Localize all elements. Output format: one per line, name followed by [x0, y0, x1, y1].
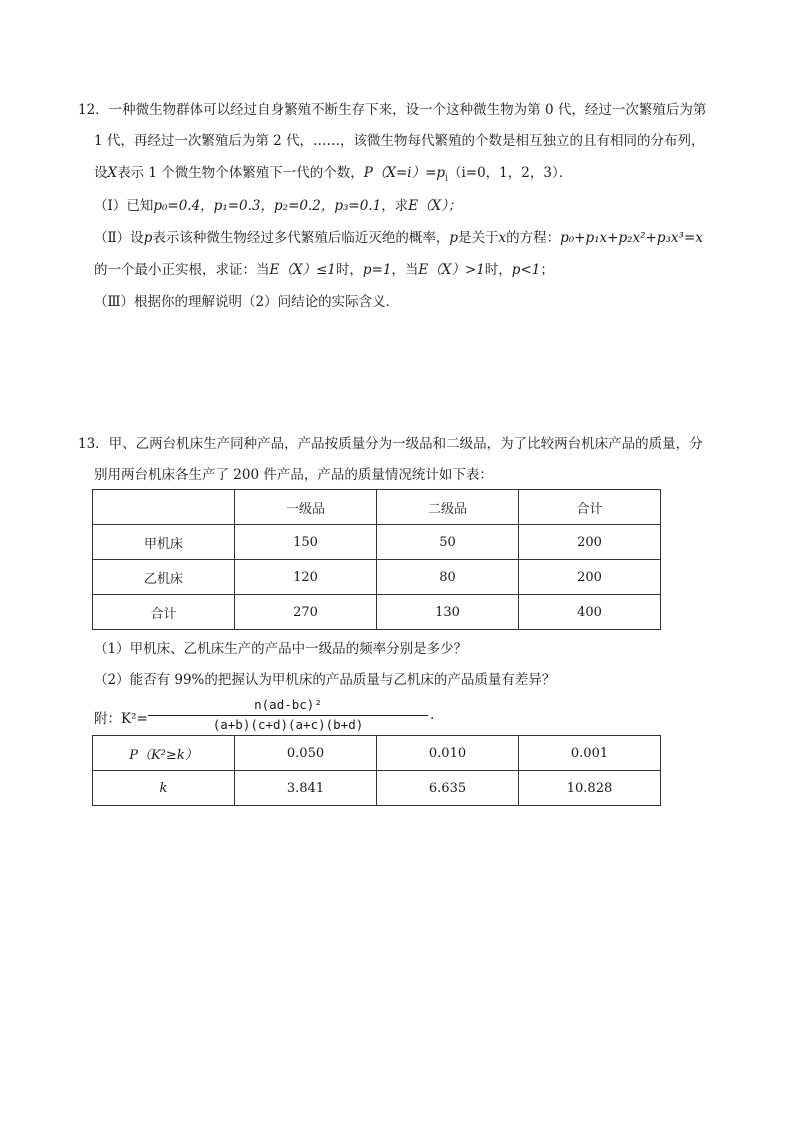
table-header-cell: 一级品 [235, 490, 377, 525]
table-header-cell: 二级品 [377, 490, 519, 525]
q12-part-2-cont-g: 时， [484, 262, 512, 278]
q13-line-1: 13．甲、乙两台机床生产同种产品，产品按质量分为一级品和二级品，为了比较两台机床产品的质量，分 [78, 436, 703, 452]
table-cell: 甲机床 [93, 525, 235, 560]
table-cell: 400 [519, 595, 661, 630]
formula-fraction [148, 696, 428, 733]
table-row [93, 595, 661, 630]
q12-part-1-expectation: E（X）； [408, 198, 462, 214]
quality-table [92, 489, 661, 630]
table-cell: 120 [235, 560, 377, 595]
table-row [93, 560, 661, 595]
q12-subscript-i: i [445, 173, 448, 184]
q12-part-2-a: （Ⅱ）设 [94, 230, 144, 246]
q12-line-2: 1 代，再经过一次繁殖后为第 2 代，……，该微生物每代繁殖的个数是相互独立的且有相同的分布列， [94, 133, 705, 149]
q12-part-2-cont-i: ； [540, 262, 554, 278]
q12-line-3-c: 表示 1 个微生物个体繁殖下一代的个数， [117, 165, 364, 181]
table-header-row [93, 490, 661, 525]
q12-line-1: 12．一种微生物群体可以经过自身繁殖不断生存下来，设一个这种微生物为第 0 代，经过一次繁殖后为第 [78, 102, 707, 118]
q13-line-2: 别用两台机床各生产了 200 件产品，产品的质量情况统计如下表： [94, 467, 493, 483]
q12-part-1-a: （Ⅰ）已知 [94, 198, 154, 214]
table-row [93, 736, 661, 771]
table-header-cell: 合计 [519, 490, 661, 525]
q12-part-3: （Ⅲ）根据你的理解说明（2）问结论的实际含义． [94, 294, 400, 310]
table-cell: 130 [377, 595, 519, 630]
table-row [93, 525, 661, 560]
q12-line-3 [94, 163, 572, 189]
q12-part-2-cont-f: E（X）>1 [418, 262, 485, 278]
q12-part-1-c: ，求 [381, 198, 409, 214]
q12-part-2-cont-h: p<1 [511, 262, 541, 278]
fraction-bar [148, 715, 428, 716]
q12-part-2-cont-a: 的一个最小正实根，求证：当 [94, 262, 270, 278]
q12-line-3-a: 设 [94, 165, 108, 181]
q12-part-2-cont-b: E（X）≤1 [269, 262, 336, 278]
table-cell: 0.050 [235, 736, 377, 771]
table-cell: k [93, 771, 235, 806]
table-cell: 200 [519, 560, 661, 595]
table-cell: 50 [377, 525, 519, 560]
table-cell: 200 [519, 525, 661, 560]
q13-subquestion-2: （2）能否有 99%的把握认为甲机床的产品质量与乙机床的产品质量有差异？ [94, 672, 556, 688]
table-row [93, 771, 661, 806]
table-cell: 270 [235, 595, 377, 630]
formula-suffix: . [430, 707, 435, 723]
critical-value-table [92, 735, 661, 806]
q12-part-2-g: 的方程： [506, 230, 561, 246]
q12-index-range: （i=0，1，2，3）． [447, 165, 573, 181]
table-cell: 6.635 [377, 771, 519, 806]
q12-part-2-e: 是关于 [458, 230, 499, 246]
table-cell: 80 [377, 560, 519, 595]
table-header-cell [93, 490, 235, 525]
formula-denominator: (a+b)(c+d)(a+c)(b+d) [212, 717, 364, 732]
q12-part-2-x: x [498, 230, 507, 246]
formula-numerator: n(ad-bc)² [254, 697, 322, 712]
q12-part-2-p2: p [449, 230, 458, 246]
q12-part-2-equation: p₀+p₁x+p₂x²+p₃x³=x [560, 230, 703, 246]
q13-subquestion-1: （1）甲机床、乙机床生产的产品中一级品的频率分别是多少？ [94, 641, 468, 657]
table-cell: 150 [235, 525, 377, 560]
q12-part-2-cont [94, 260, 554, 280]
table-cell: 乙机床 [93, 560, 235, 595]
table-cell: 3.841 [235, 771, 377, 806]
table-cell: 0.010 [377, 736, 519, 771]
formula-prefix: 附：K²= [94, 711, 148, 727]
q12-part-1 [94, 196, 461, 216]
q12-probability-expr: P（X=i）=p [363, 165, 446, 181]
table-cell: P（K²≥k） [93, 736, 235, 771]
q12-part-2-p: p [143, 230, 153, 246]
q12-part-2-cont-e: ，当 [391, 262, 419, 278]
q12-part-2-cont-c: 时， [335, 262, 363, 278]
table-cell: 0.001 [519, 736, 661, 771]
table-cell: 10.828 [519, 771, 661, 806]
q12-part-2-c: 表示该种微生物经过多代繁殖后临近灭绝的概率， [152, 230, 450, 246]
q12-part-2 [94, 228, 703, 248]
q12-part-1-values: p₀=0.4，p₁=0.3，p₂=0.2，p₃=0.1 [153, 198, 382, 214]
q12-part-2-cont-d: p=1 [362, 262, 392, 278]
table-cell: 合计 [93, 595, 235, 630]
q12-variable-x: X [107, 165, 118, 181]
